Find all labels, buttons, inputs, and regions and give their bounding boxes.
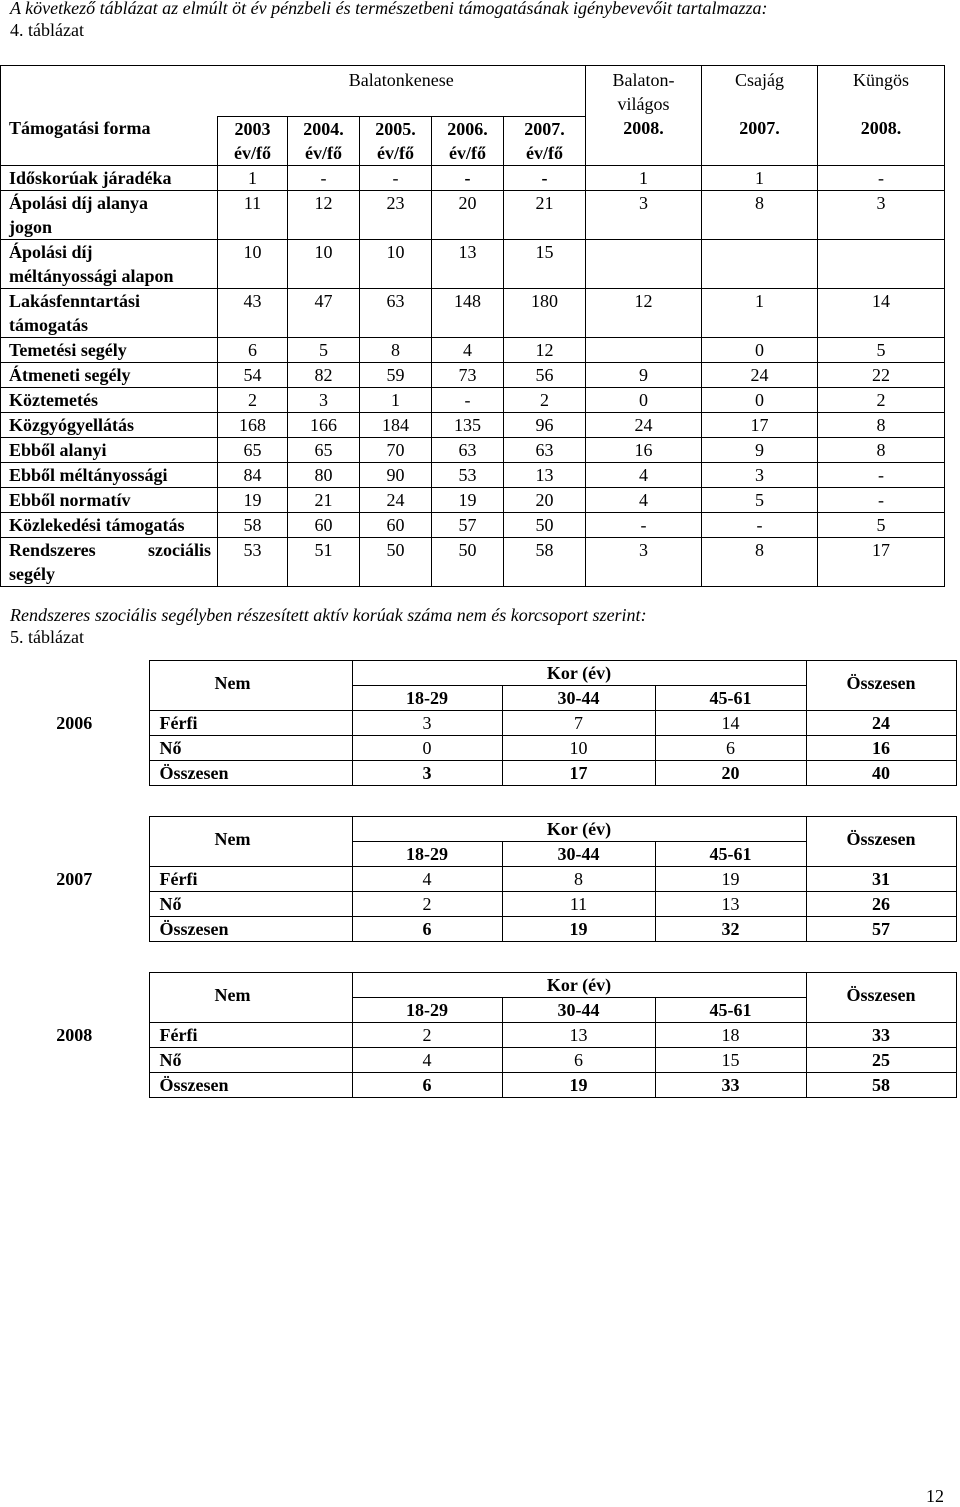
group-kungos: Küngös bbox=[818, 66, 945, 117]
table-5-2006 bbox=[0, 660, 957, 786]
table-cell: 2 bbox=[352, 892, 502, 917]
table-cell: 3 bbox=[702, 462, 818, 487]
table-cell: - bbox=[818, 487, 945, 512]
table-cell: 1 bbox=[586, 165, 702, 190]
table-cell: 43 bbox=[218, 288, 288, 337]
row-label: Összesen bbox=[149, 917, 352, 942]
table-cell: 3 bbox=[352, 711, 502, 736]
table-cell: 82 bbox=[288, 362, 360, 387]
age-header: 18-29 bbox=[352, 998, 502, 1023]
table-row bbox=[1, 288, 945, 337]
table-cell: 10 bbox=[218, 239, 288, 288]
table-row bbox=[1, 512, 945, 537]
table-cell: 14 bbox=[818, 288, 945, 337]
table-cell: - bbox=[586, 512, 702, 537]
year-label: 2007 bbox=[0, 817, 149, 942]
table-cell: 19 bbox=[432, 487, 504, 512]
group-csajag: Csajág bbox=[702, 66, 818, 117]
year-label: 2008 bbox=[0, 973, 149, 1098]
table-cell: 8 bbox=[360, 337, 432, 362]
intro-5 bbox=[10, 604, 647, 648]
table-cell: 17 bbox=[818, 537, 945, 586]
year-label: 2006 bbox=[0, 661, 149, 786]
table-cell: 0 bbox=[702, 387, 818, 412]
table-cell: 14 bbox=[655, 711, 806, 736]
table-cell: 148 bbox=[432, 288, 504, 337]
table-cell: 10 bbox=[502, 736, 655, 761]
table-cell: 57 bbox=[432, 512, 504, 537]
nem-header: Nem bbox=[149, 817, 352, 867]
table-row bbox=[1, 387, 945, 412]
table-cell: 50 bbox=[432, 537, 504, 586]
nem-header: Nem bbox=[149, 973, 352, 1023]
table-cell: 33 bbox=[806, 1023, 956, 1048]
table-cell: 4 bbox=[352, 1048, 502, 1073]
table-cell: 3 bbox=[288, 387, 360, 412]
table-cell: - bbox=[504, 165, 586, 190]
table-cell: 25 bbox=[806, 1048, 956, 1073]
table-cell: 3 bbox=[586, 190, 702, 239]
row-label: Közlekedési támogatás bbox=[1, 512, 218, 537]
table-row bbox=[1, 412, 945, 437]
table-cell: 15 bbox=[655, 1048, 806, 1073]
table-cell: 16 bbox=[806, 736, 956, 761]
row-label: Nő bbox=[149, 1048, 352, 1073]
table-cell: 6 bbox=[655, 736, 806, 761]
intro-5-text: Rendszeres szociális segélyben részesített aktív korúak száma nem és korcsoport szerint: bbox=[10, 605, 647, 625]
table-cell: 4 bbox=[586, 462, 702, 487]
table-cell: 1 bbox=[702, 288, 818, 337]
table-cell: 8 bbox=[502, 867, 655, 892]
intro-4 bbox=[10, 0, 768, 41]
table-cell: - bbox=[818, 462, 945, 487]
table-cell: 58 bbox=[504, 537, 586, 586]
table-cell: 17 bbox=[502, 761, 655, 786]
table-cell: 13 bbox=[502, 1023, 655, 1048]
table-cell: - bbox=[432, 165, 504, 190]
table-cell: - bbox=[702, 512, 818, 537]
table-cell bbox=[818, 239, 945, 288]
total-header: Összesen bbox=[806, 817, 956, 867]
row-label: Összesen bbox=[149, 761, 352, 786]
table-cell: 20 bbox=[655, 761, 806, 786]
group-balatonvilagos bbox=[586, 66, 702, 117]
table-cell: 1 bbox=[702, 165, 818, 190]
kor-header: Kor (év) bbox=[352, 973, 806, 998]
group-balatonkenese: Balatonkenese bbox=[218, 66, 586, 117]
table-cell bbox=[702, 239, 818, 288]
table-cell: 19 bbox=[655, 867, 806, 892]
row-label: Közgyógyellátás bbox=[1, 412, 218, 437]
table-cell: 60 bbox=[360, 512, 432, 537]
table-cell: 31 bbox=[806, 867, 956, 892]
row-label: Ápolási díj alanya jogon bbox=[1, 190, 218, 239]
total-header: Összesen bbox=[806, 973, 956, 1023]
table-cell: 11 bbox=[502, 892, 655, 917]
kor-header: Kor (év) bbox=[352, 817, 806, 842]
table-cell: 5 bbox=[818, 337, 945, 362]
table-cell: 6 bbox=[502, 1048, 655, 1073]
table-5-2007 bbox=[0, 816, 957, 942]
table-cell: 2 bbox=[818, 387, 945, 412]
group-balatonvilagos-line1: Balaton- bbox=[612, 70, 675, 90]
table-cell: 0 bbox=[352, 736, 502, 761]
table-cell: 19 bbox=[502, 1073, 655, 1098]
table-cell: 57 bbox=[806, 917, 956, 942]
table-cell: 65 bbox=[288, 437, 360, 462]
table-cell: 13 bbox=[504, 462, 586, 487]
table-cell: 20 bbox=[504, 487, 586, 512]
year-header: 2007. bbox=[702, 116, 818, 165]
table-cell: 168 bbox=[218, 412, 288, 437]
table-cell: 96 bbox=[504, 412, 586, 437]
table-4-body bbox=[1, 165, 945, 586]
row-label: Ebből normatív bbox=[1, 487, 218, 512]
table-cell: 58 bbox=[218, 512, 288, 537]
table-cell: 6 bbox=[352, 1073, 502, 1098]
table-cell: 51 bbox=[288, 537, 360, 586]
table-row bbox=[1, 437, 945, 462]
table-5-header-row bbox=[0, 973, 956, 998]
table-cell: 24 bbox=[586, 412, 702, 437]
table-5-header-row bbox=[0, 817, 956, 842]
table-cell: 73 bbox=[432, 362, 504, 387]
table-cell bbox=[586, 337, 702, 362]
table-cell: 9 bbox=[586, 362, 702, 387]
table-cell: 6 bbox=[352, 917, 502, 942]
table-cell: 63 bbox=[360, 288, 432, 337]
table-cell: 5 bbox=[288, 337, 360, 362]
table-row bbox=[1, 537, 945, 586]
table-cell: 50 bbox=[504, 512, 586, 537]
year-header: 2005. év/fő bbox=[360, 116, 432, 165]
table-cell: 32 bbox=[655, 917, 806, 942]
table-row bbox=[1, 487, 945, 512]
table-cell: 20 bbox=[432, 190, 504, 239]
table-cell: 18 bbox=[655, 1023, 806, 1048]
table-cell: 0 bbox=[702, 337, 818, 362]
table-cell: 5 bbox=[702, 487, 818, 512]
row-label: Nő bbox=[149, 892, 352, 917]
year-header: 2003 év/fő bbox=[218, 116, 288, 165]
table-row bbox=[1, 239, 945, 288]
table-cell: 65 bbox=[218, 437, 288, 462]
row-label: Férfi bbox=[149, 867, 352, 892]
table-cell: 166 bbox=[288, 412, 360, 437]
table-cell: 33 bbox=[655, 1073, 806, 1098]
table-cell: 12 bbox=[586, 288, 702, 337]
age-header: 45-61 bbox=[655, 998, 806, 1023]
table-cell: 40 bbox=[806, 761, 956, 786]
page-number: 12 bbox=[926, 1486, 944, 1506]
table-cell: 24 bbox=[702, 362, 818, 387]
table-cell: 3 bbox=[818, 190, 945, 239]
table-4 bbox=[0, 65, 945, 587]
year-header: 2004. év/fő bbox=[288, 116, 360, 165]
intro-4-text: A következő táblázat az elmúlt öt év pénzbeli és természetbeni támogatásának igénybevevőit tartalmazza: bbox=[10, 0, 768, 18]
row-label: Lakásfenntartási támogatás bbox=[1, 288, 218, 337]
age-header: 30-44 bbox=[502, 998, 655, 1023]
group-balatonvilagos-line2: világos bbox=[617, 94, 670, 114]
table-4-group-row bbox=[1, 66, 945, 117]
age-header: 18-29 bbox=[352, 686, 502, 711]
table-cell: 17 bbox=[702, 412, 818, 437]
table-cell: 15 bbox=[504, 239, 586, 288]
row-label: Időskorúak járadéka bbox=[1, 165, 218, 190]
table-5-caption: 5. táblázat bbox=[10, 627, 84, 647]
table-row bbox=[1, 362, 945, 387]
table-cell: 22 bbox=[818, 362, 945, 387]
table-row bbox=[1, 462, 945, 487]
row-label: Átmeneti segély bbox=[1, 362, 218, 387]
table-cell: - bbox=[432, 387, 504, 412]
table-cell: 135 bbox=[432, 412, 504, 437]
row-label: Ebből alanyi bbox=[1, 437, 218, 462]
table-cell: - bbox=[288, 165, 360, 190]
age-header: 18-29 bbox=[352, 842, 502, 867]
table-cell: 70 bbox=[360, 437, 432, 462]
row-header-label: Támogatási forma bbox=[1, 116, 218, 165]
table-5-2008 bbox=[0, 972, 957, 1098]
table-cell: 63 bbox=[504, 437, 586, 462]
table-cell: 10 bbox=[360, 239, 432, 288]
table-row bbox=[1, 165, 945, 190]
table-row bbox=[1, 190, 945, 239]
table-cell: 19 bbox=[502, 917, 655, 942]
table-cell: 8 bbox=[818, 437, 945, 462]
row-label: Rendszeres szociális segély bbox=[1, 537, 218, 586]
table-5-header-row bbox=[0, 661, 956, 686]
table-row bbox=[1, 337, 945, 362]
table-cell: 7 bbox=[502, 711, 655, 736]
year-header: 2008. bbox=[586, 116, 702, 165]
table-cell: 90 bbox=[360, 462, 432, 487]
table-cell: 2 bbox=[504, 387, 586, 412]
table-cell: 56 bbox=[504, 362, 586, 387]
row-label: Férfi bbox=[149, 711, 352, 736]
age-header: 30-44 bbox=[502, 842, 655, 867]
table-cell: 60 bbox=[288, 512, 360, 537]
year-header: 2006. év/fő bbox=[432, 116, 504, 165]
table-cell: 3 bbox=[352, 761, 502, 786]
table-cell: 50 bbox=[360, 537, 432, 586]
row-label: Ápolási díj méltányossági alapon bbox=[1, 239, 218, 288]
table-cell: 0 bbox=[586, 387, 702, 412]
table-cell: - bbox=[818, 165, 945, 190]
row-label: Nő bbox=[149, 736, 352, 761]
table-cell: 16 bbox=[586, 437, 702, 462]
table-cell: 23 bbox=[360, 190, 432, 239]
table-cell: 53 bbox=[432, 462, 504, 487]
table-cell: 13 bbox=[432, 239, 504, 288]
age-header: 30-44 bbox=[502, 686, 655, 711]
age-header: 45-61 bbox=[655, 842, 806, 867]
table-cell: 4 bbox=[352, 867, 502, 892]
age-header: 45-61 bbox=[655, 686, 806, 711]
row-label: Ebből méltányossági bbox=[1, 462, 218, 487]
table-cell: 8 bbox=[818, 412, 945, 437]
table-cell: 26 bbox=[806, 892, 956, 917]
table-cell bbox=[586, 239, 702, 288]
table-cell: 9 bbox=[702, 437, 818, 462]
table-cell: 1 bbox=[218, 165, 288, 190]
row-label: Összesen bbox=[149, 1073, 352, 1098]
table-cell: - bbox=[360, 165, 432, 190]
table-cell: 8 bbox=[702, 190, 818, 239]
table-cell: 12 bbox=[504, 337, 586, 362]
nem-header: Nem bbox=[149, 661, 352, 711]
table-4-caption: 4. táblázat bbox=[10, 20, 84, 40]
table-cell: 47 bbox=[288, 288, 360, 337]
year-header: 2008. bbox=[818, 116, 945, 165]
table-cell: 54 bbox=[218, 362, 288, 387]
table-cell: 180 bbox=[504, 288, 586, 337]
table-cell: 21 bbox=[288, 487, 360, 512]
table-cell: 184 bbox=[360, 412, 432, 437]
table-cell: 11 bbox=[218, 190, 288, 239]
year-header: 2007. év/fő bbox=[504, 116, 586, 165]
table-cell: 10 bbox=[288, 239, 360, 288]
kor-header: Kor (év) bbox=[352, 661, 806, 686]
table-cell: 2 bbox=[218, 387, 288, 412]
table-cell: 1 bbox=[360, 387, 432, 412]
table-cell: 13 bbox=[655, 892, 806, 917]
table-cell: 59 bbox=[360, 362, 432, 387]
table-cell: 21 bbox=[504, 190, 586, 239]
table-cell: 8 bbox=[702, 537, 818, 586]
table-cell: 4 bbox=[432, 337, 504, 362]
table-cell: 58 bbox=[806, 1073, 956, 1098]
table-cell: 5 bbox=[818, 512, 945, 537]
table-cell: 24 bbox=[806, 711, 956, 736]
row-label: Temetési segély bbox=[1, 337, 218, 362]
row-label: Köztemetés bbox=[1, 387, 218, 412]
table-cell: 4 bbox=[586, 487, 702, 512]
total-header: Összesen bbox=[806, 661, 956, 711]
table-cell: 19 bbox=[218, 487, 288, 512]
table-cell: 12 bbox=[288, 190, 360, 239]
table-cell: 2 bbox=[352, 1023, 502, 1048]
table-cell: 3 bbox=[586, 537, 702, 586]
table-4-year-row bbox=[1, 116, 945, 165]
table-cell: 53 bbox=[218, 537, 288, 586]
table-cell: 63 bbox=[432, 437, 504, 462]
table-cell: 84 bbox=[218, 462, 288, 487]
table-cell: 6 bbox=[218, 337, 288, 362]
row-label: Férfi bbox=[149, 1023, 352, 1048]
table-cell: 80 bbox=[288, 462, 360, 487]
table-cell: 24 bbox=[360, 487, 432, 512]
